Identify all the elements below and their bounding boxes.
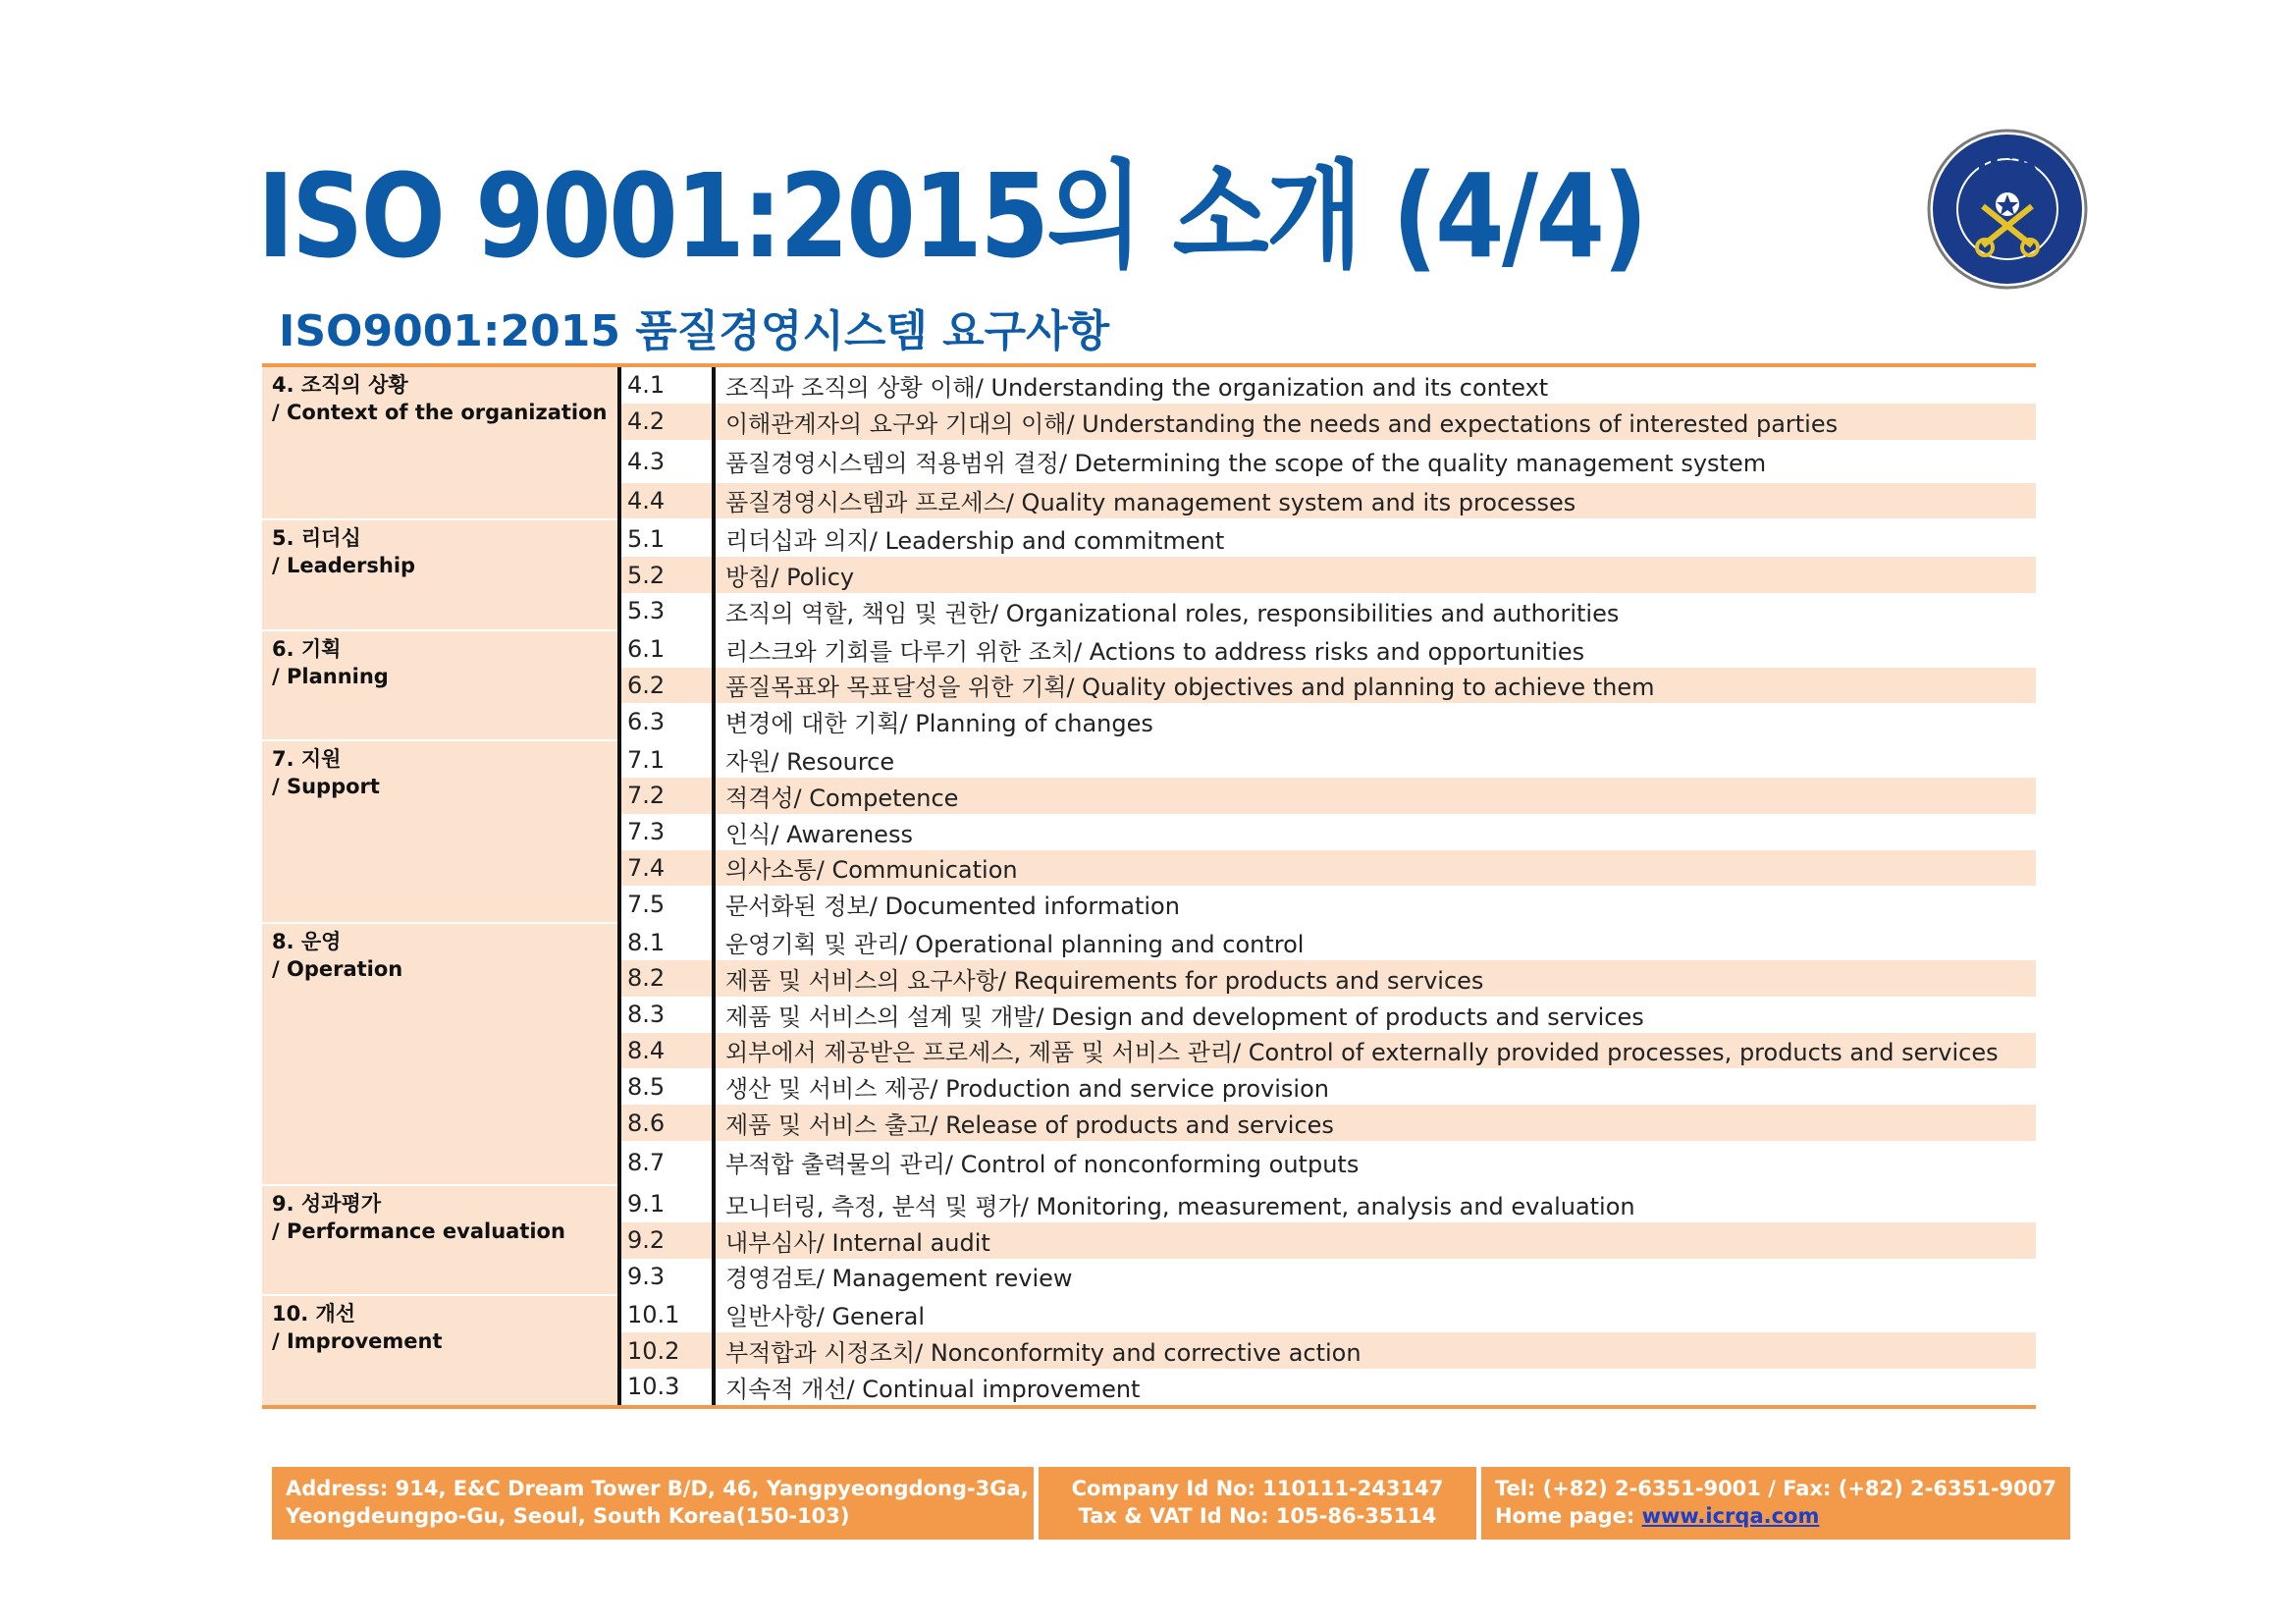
clause-text: 부적합 출력물의 관리/ Control of nonconforming outputs: [725, 1151, 1360, 1179]
section-heading: [262, 924, 617, 1184]
clause-number: 8.2: [627, 964, 666, 993]
clause-text: 품질경영시스템의 적용범위 결정/ Determining the scope of the quality management system: [725, 450, 1767, 478]
section: [262, 739, 2036, 922]
page-subtitle: ISO9001:2015 품질경영시스템 요구사항: [279, 306, 1110, 356]
clause-text: 외부에서 제공받은 프로세스, 제품 및 서비스 관리/ Control of externally provided processes, products and services: [725, 1039, 1999, 1067]
section: [262, 922, 2036, 1184]
table-row: [617, 520, 2036, 557]
clause-text: 문서화된 정보/ Documented information: [725, 893, 1180, 921]
clause-text: 리더십과 의지/ Leadership and commitment: [725, 527, 1225, 556]
table-row: [617, 1332, 2036, 1369]
clause-number: 5.1: [627, 524, 666, 553]
section-title: 10. 개선: [272, 1302, 356, 1326]
section-heading: [262, 1186, 617, 1294]
clause-number: 8.3: [627, 1001, 666, 1029]
logo-text: ICR: [1974, 145, 2041, 183]
table-row: [617, 924, 2036, 960]
section-heading: [262, 631, 617, 739]
section: [262, 1184, 2036, 1294]
clause-number: 8.5: [627, 1072, 666, 1101]
clause-number: 10.1: [627, 1300, 680, 1328]
clause-text: 자원/ Resource: [725, 748, 895, 777]
clause-text: 지속적 개선/ Continual improvement: [725, 1375, 1141, 1403]
address-line-2: Yeongdeungpo-Gu, Seoul, South Korea(150-103): [286, 1504, 850, 1528]
table-row: [617, 886, 2036, 922]
section-heading: [262, 520, 617, 628]
clause-text: 부적합과 시정조치/ Nonconformity and corrective action: [725, 1339, 1362, 1368]
table-row: [617, 1141, 2036, 1184]
clause-text: 방침/ Policy: [725, 564, 855, 592]
table-bottom-rule: [262, 1405, 2036, 1409]
table-row: [617, 367, 2036, 404]
clause-text: 품질경영시스템과 프로세스/ Quality management system and its processes: [725, 489, 1576, 517]
clause-number: 7.1: [627, 745, 666, 774]
icr-logo: [1926, 128, 2089, 291]
homepage-line: [1495, 1502, 2056, 1530]
clause-number: 7.2: [627, 782, 666, 810]
clause-text: 제품 및 서비스 출고/ Release of products and services: [725, 1111, 1334, 1140]
clause-text: 제품 및 서비스의 설계 및 개발/ Design and development of products and services: [725, 1002, 1644, 1031]
section-title-en: / Leadership: [272, 554, 416, 578]
table-row: [617, 1033, 2036, 1069]
column-divider: [617, 367, 621, 1405]
clause-number: 4.3: [627, 447, 666, 475]
requirements-table: [262, 363, 2036, 1409]
homepage-link[interactable]: www.icrqa.com: [1641, 1504, 1820, 1528]
section: [262, 367, 2036, 518]
clause-number: 10.2: [627, 1336, 680, 1365]
clause-text: 품질목표와 목표달성을 위한 기획/ Quality objectives and planning to achieve them: [725, 674, 1655, 702]
clause-number: 9.2: [627, 1226, 666, 1255]
table-row: [617, 703, 2036, 739]
clause-number: 5.3: [627, 597, 666, 625]
table-row: [617, 1259, 2036, 1295]
footer: [272, 1467, 2070, 1540]
clause-number: 10.3: [627, 1373, 680, 1401]
section-title: 7. 지원: [272, 747, 342, 772]
table-row: [617, 997, 2036, 1033]
clause-text: 내부심사/ Internal audit: [725, 1228, 990, 1257]
clause-text: 적격성/ Competence: [725, 784, 959, 812]
clause-number: 7.3: [627, 818, 666, 846]
table-row: [617, 1186, 2036, 1222]
clause-text: 생산 및 서비스 제공/ Production and service provision: [725, 1075, 1329, 1104]
clause-number: 6.2: [627, 671, 666, 699]
footer-contact: [1481, 1467, 2070, 1540]
page-title: ISO 9001:2015의 소개 (4/4): [257, 148, 1646, 284]
clause-text: 변경에 대한 기획/ Planning of changes: [725, 710, 1153, 738]
clause-number: 4.2: [627, 407, 666, 436]
table-row: [617, 1369, 2036, 1405]
column-divider: [712, 367, 716, 1405]
table-row: [617, 741, 2036, 778]
clause-text: 일반사항/ General: [725, 1303, 926, 1331]
table-row: [617, 850, 2036, 887]
company-id: Company Id No: 110111-243147: [1071, 1477, 1444, 1500]
clause-text: 운영기획 및 관리/ Operational planning and control: [725, 931, 1305, 959]
section-heading: [262, 1296, 617, 1404]
clause-text: 인식/ Awareness: [725, 820, 913, 848]
table-row: [617, 1296, 2036, 1332]
clause-text: 경영검토/ Management review: [725, 1265, 1073, 1293]
clause-number: 8.7: [627, 1148, 666, 1176]
section-title: 8. 운영: [272, 930, 342, 954]
clause-number: 6.1: [627, 635, 666, 664]
section-title: 4. 조직의 상황: [272, 373, 408, 397]
section-title-en: / Improvement: [272, 1329, 443, 1354]
section-title-en: / Support: [272, 775, 380, 799]
table-row: [617, 668, 2036, 704]
tax-id: Tax & VAT Id No: 105-86-35114: [1078, 1504, 1437, 1528]
section-title-en: / Context of the organization: [272, 401, 608, 424]
table-row: [617, 483, 2036, 519]
footer-address: [272, 1467, 1034, 1540]
table-row: [617, 1068, 2036, 1105]
homepage-label: Home page:: [1494, 1504, 1642, 1528]
address-line-1: Address: 914, E&C Dream Tower B/D, 46, Yangpyeongdong-3Ga,: [286, 1477, 1029, 1500]
section-title: 5. 리더십: [272, 526, 361, 551]
clause-text: 모니터링, 측정, 분석 및 평가/ Monitoring, measurement, analysis and evaluation: [725, 1192, 1635, 1220]
clause-number: 9.1: [627, 1190, 666, 1218]
table-row: [617, 557, 2036, 593]
table-row: [617, 814, 2036, 850]
section-heading: [262, 741, 617, 922]
section-title-en: / Operation: [272, 957, 403, 982]
section-title-en: / Performance evaluation: [272, 1218, 565, 1243]
section-title: 9. 성과평가: [272, 1191, 382, 1216]
section: [262, 1294, 2036, 1404]
table-row: [617, 440, 2036, 483]
table-row: [617, 960, 2036, 997]
table-row: [617, 404, 2036, 440]
clause-text: 조직과 조직의 상황 이해/ Understanding the organization and its context: [725, 373, 1549, 402]
clause-number: 4.4: [627, 486, 666, 514]
tel-fax: Tel: (+82) 2-6351-9001 / Fax: (+82) 2-6351-9007: [1494, 1477, 2056, 1500]
clause-text: 의사소통/ Communication: [725, 856, 1018, 885]
clause-number: 7.4: [627, 853, 666, 882]
table-row: [617, 778, 2036, 814]
clause-number: 7.5: [627, 890, 666, 918]
clause-number: 9.3: [627, 1262, 666, 1290]
section-title: 6. 기획: [272, 636, 342, 661]
clause-number: 8.1: [627, 928, 666, 956]
table-row: [617, 1105, 2036, 1141]
section-heading: [262, 367, 617, 518]
clause-text: 조직의 역할, 책임 및 권한/ Organizational roles, responsibilities and authorities: [725, 599, 1620, 627]
section: [262, 518, 2036, 628]
section: [262, 629, 2036, 739]
footer-company-ids: [1039, 1467, 1476, 1540]
table-row: [617, 1222, 2036, 1259]
clause-text: 제품 및 서비스의 요구사항/ Requirements for products and services: [725, 966, 1484, 995]
table-row: [617, 593, 2036, 629]
clause-number: 5.2: [627, 561, 666, 589]
clause-number: 8.4: [627, 1036, 666, 1064]
clause-text: 리스크와 기회를 다루기 위한 조치/ Actions to address risks and opportunities: [725, 637, 1585, 666]
section-title-en: / Planning: [272, 664, 389, 688]
clause-number: 8.6: [627, 1109, 666, 1137]
clause-number: 6.3: [627, 707, 666, 735]
clause-text: 이해관계자의 요구와 기대의 이해/ Understanding the needs and expectations of interested parties: [725, 409, 1839, 438]
clause-number: 4.1: [627, 371, 666, 400]
table-row: [617, 631, 2036, 668]
